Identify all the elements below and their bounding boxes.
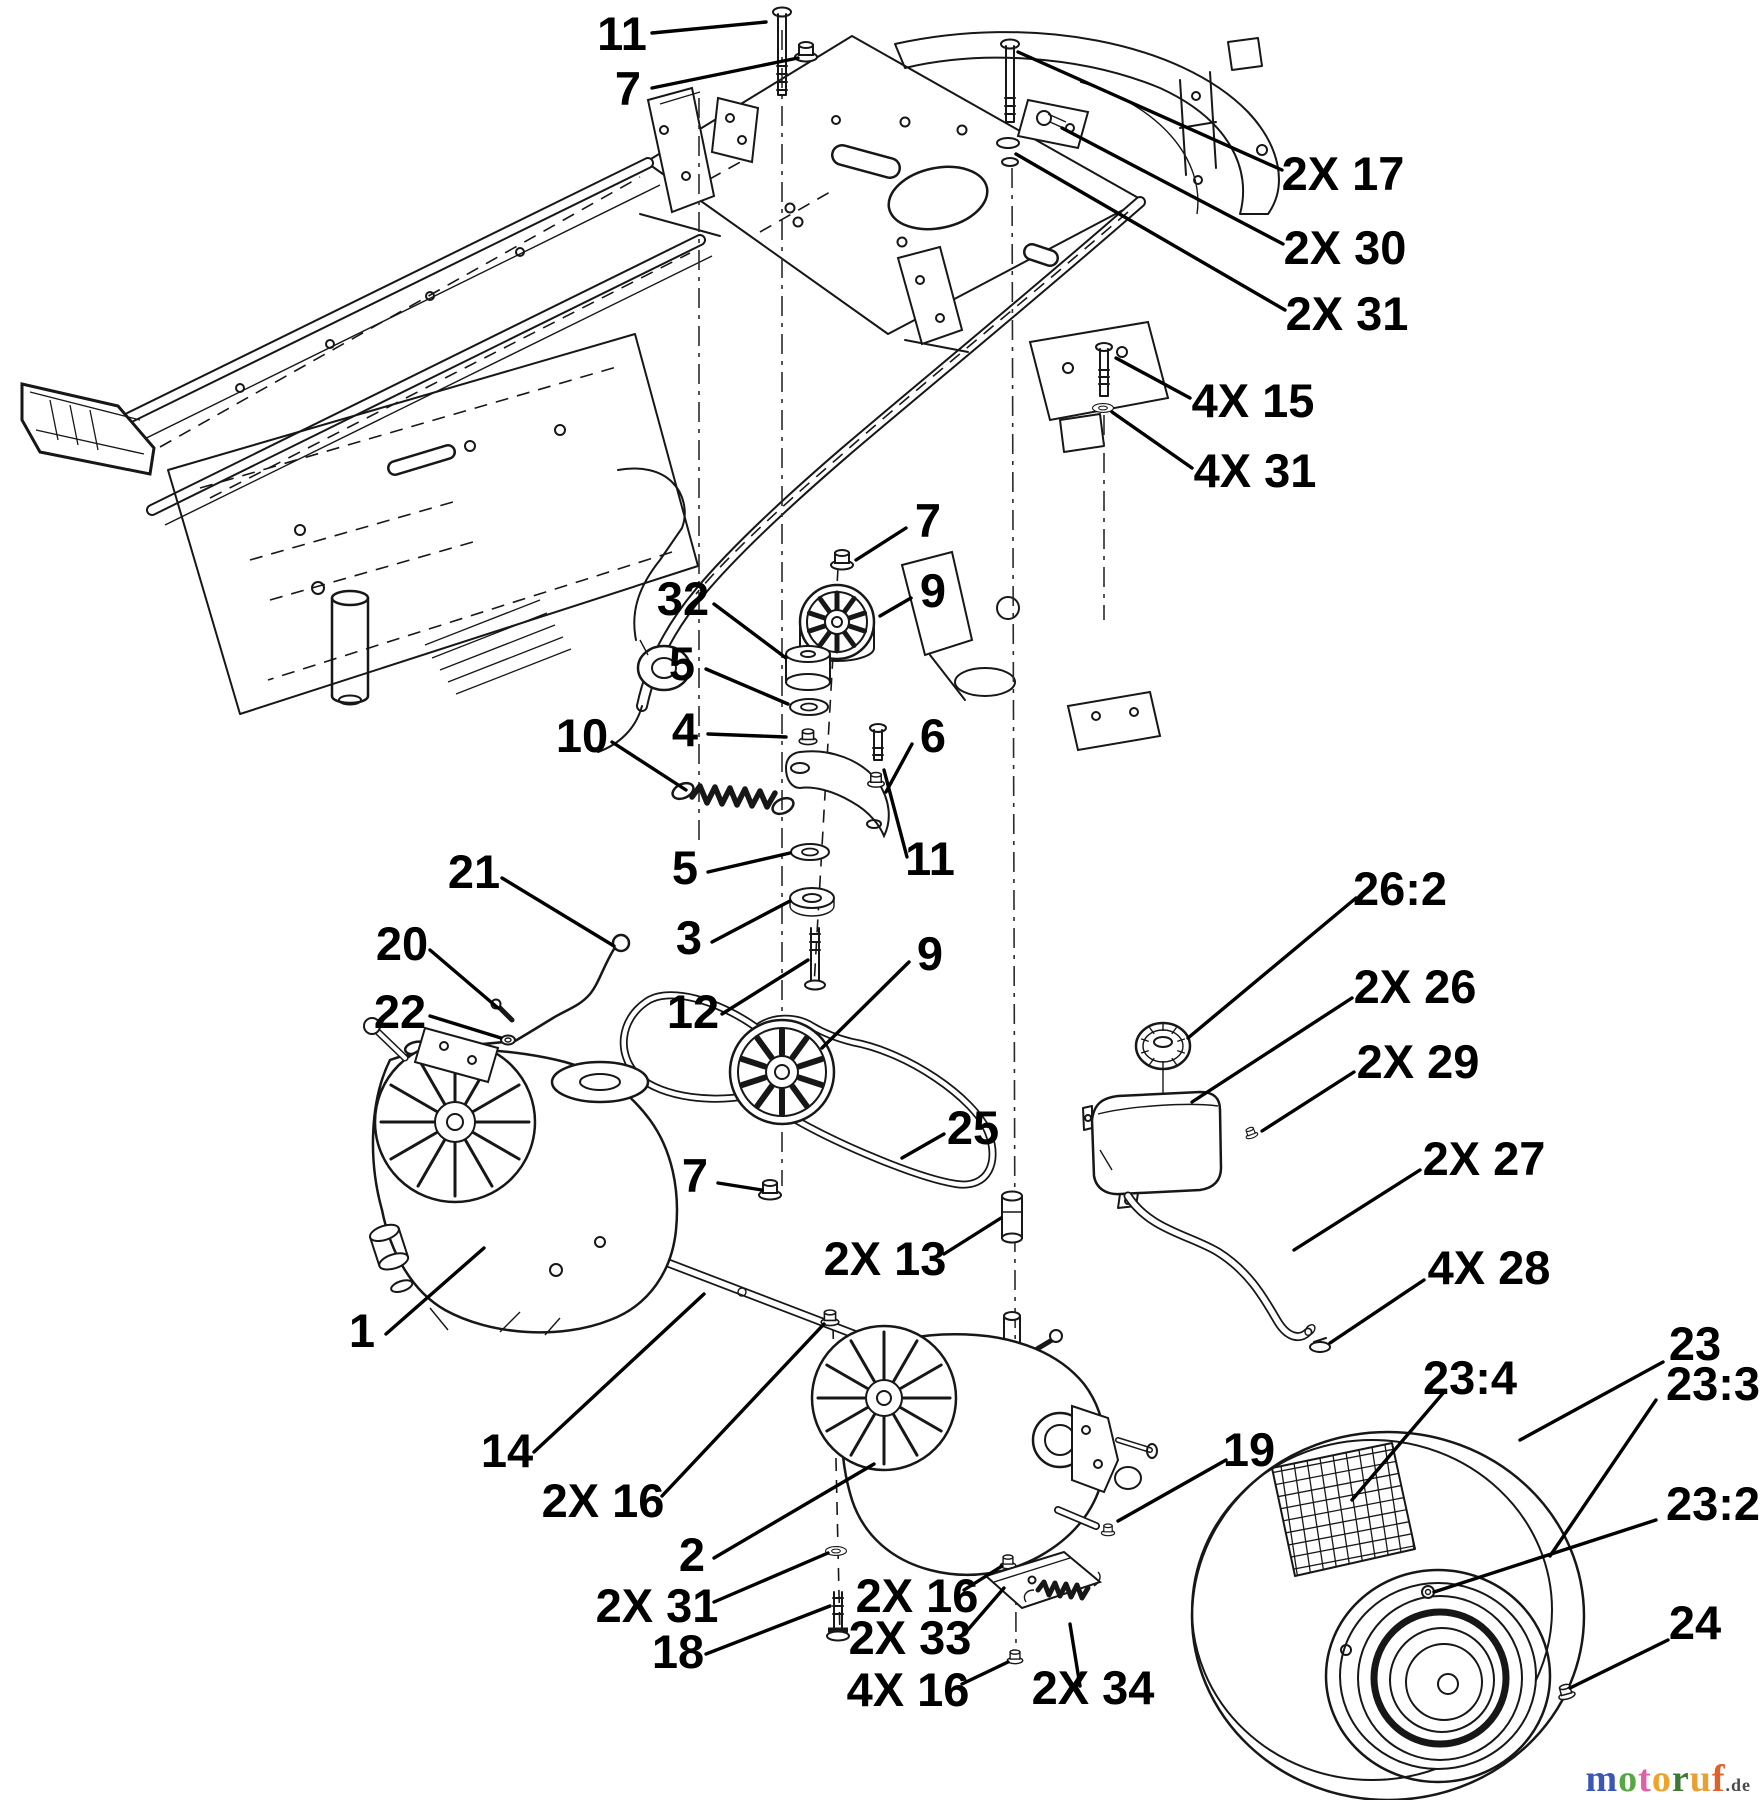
callout-4x28: 4X 28: [1427, 1241, 1551, 1294]
idler-arm-6: [786, 751, 889, 836]
callout-11-top: 11: [597, 7, 647, 60]
callout-2x34: 2X 34: [1031, 1661, 1155, 1714]
leader-2x31-low: [714, 1553, 828, 1602]
callout-2x17: 2X 17: [1281, 147, 1405, 200]
washer-22: [501, 1036, 515, 1045]
leader-4: [708, 734, 786, 737]
leader-18: [706, 1606, 830, 1654]
washer-3: [790, 888, 834, 916]
watermark-letter-4: r: [1671, 1758, 1690, 1800]
leader-2x13: [944, 1218, 1001, 1254]
bolt-11b: [868, 724, 886, 787]
callout-12: 12: [666, 985, 720, 1038]
callout-1: 1: [348, 1304, 376, 1357]
leader-4x28: [1330, 1280, 1424, 1343]
watermark-logo: [1586, 1760, 1751, 1798]
callout-2x13: 2X 13: [823, 1232, 947, 1285]
callout-7-top: 7: [614, 62, 642, 115]
callout-4x15: 4X 15: [1191, 374, 1315, 427]
front-angle-bracket: [22, 384, 154, 474]
latch-plate-30: [1018, 100, 1088, 148]
callout-2: 2: [678, 1528, 706, 1581]
callout-9-idler: 9: [919, 564, 947, 617]
spring-10: [670, 780, 796, 817]
leader-9-idler: [880, 598, 911, 616]
callout-4x31: 4X 31: [1193, 444, 1317, 497]
leader-7-low: [718, 1183, 762, 1190]
callout-9-belt: 9: [916, 927, 944, 980]
transaxle-left: [364, 1018, 677, 1335]
watermark-letter-0: m: [1585, 1758, 1619, 1800]
leader-2x31-top: [1016, 154, 1285, 310]
washer-5a: [790, 699, 828, 715]
belt-pulley-9b: [730, 1020, 834, 1124]
fitting-29: [1243, 1126, 1258, 1140]
leader-24: [1570, 1640, 1668, 1688]
leader-26-2: [1188, 898, 1356, 1038]
callout-2x30: 2X 30: [1283, 221, 1407, 274]
callout-25: 25: [946, 1101, 1000, 1154]
callout-10: 10: [555, 709, 609, 762]
spacer-13: [1002, 1192, 1022, 1243]
callout-7-low: 7: [681, 1149, 709, 1202]
spacer-32: [786, 646, 830, 690]
callout-2x26: 2X 26: [1353, 960, 1477, 1013]
leader-32: [714, 604, 786, 658]
leader-2: [714, 1464, 874, 1558]
callout-4x16: 4X 16: [846, 1663, 970, 1716]
bolt-18: [827, 1592, 849, 1641]
callout-4: 4: [671, 703, 699, 756]
nut-7a: [831, 550, 853, 570]
callout-26-2: 26:2: [1352, 862, 1448, 915]
callout-6: 6: [919, 709, 947, 762]
callout-22: 22: [373, 985, 427, 1038]
leader-20: [430, 950, 498, 1008]
callout-5-lower: 5: [671, 841, 699, 894]
watermark-letter-3: o: [1651, 1758, 1672, 1800]
watermark-letter-1: o: [1618, 1758, 1639, 1800]
leader-25: [902, 1134, 944, 1158]
callout-2x31-top: 2X 31: [1285, 287, 1409, 340]
washer-5b: [791, 844, 829, 860]
cooling-fan-right: [812, 1326, 956, 1470]
callout-2x33: 2X 33: [848, 1611, 972, 1664]
leader-2x16-left: [662, 1324, 824, 1496]
callout-2x29: 2X 29: [1356, 1035, 1480, 1088]
wheel-group: [1192, 1422, 1584, 1800]
leader-7-idler: [856, 528, 906, 560]
leader-9-belt: [822, 962, 909, 1048]
leader-2x29: [1262, 1072, 1354, 1131]
callout-2x16-left: 2X 16: [541, 1474, 665, 1527]
leader-23-3: [1550, 1400, 1656, 1556]
callout-11-mid: 11: [905, 832, 955, 885]
watermark-text: [1586, 1758, 1726, 1800]
callout-19: 19: [1222, 1423, 1276, 1476]
leader-2x30: [1062, 128, 1283, 244]
callout-5-upper: 5: [668, 637, 696, 690]
leader-11-top: [652, 22, 766, 33]
callout-32: 32: [656, 572, 710, 625]
frame-assembly: [22, 32, 1279, 752]
frame-post-tube: [312, 582, 368, 705]
callout-23: 23: [1668, 1317, 1722, 1370]
callout-7-idler: 7: [914, 494, 942, 547]
callout-21: 21: [447, 845, 501, 898]
leader-6: [886, 744, 912, 792]
nut-4: [799, 729, 817, 745]
callout-2x31-low: 2X 31: [595, 1579, 719, 1632]
callout-23-3: 23:3: [1665, 1357, 1761, 1410]
washer-31d: [1093, 404, 1114, 413]
callout-23-2: 23:2: [1665, 1477, 1761, 1530]
hose-27: [1128, 1196, 1317, 1337]
watermark-letter-5: u: [1689, 1758, 1712, 1800]
leader-5-upper: [706, 669, 788, 704]
callout-2x27: 2X 27: [1422, 1132, 1546, 1185]
expansion-tank-group: [1083, 1023, 1330, 1352]
watermark-letter-6: f: [1711, 1758, 1726, 1800]
screw-20: [492, 1000, 513, 1021]
tank-cap-26-2: [1136, 1023, 1190, 1094]
watermark-letter-2: t: [1638, 1758, 1652, 1800]
tank-body: [1083, 1092, 1221, 1208]
callout-20: 20: [375, 917, 429, 970]
leader-23: [1520, 1362, 1663, 1440]
watermark-suffix: .de: [1725, 1775, 1751, 1795]
leader-5-lower: [708, 853, 790, 872]
callout-23-4: 23:4: [1422, 1351, 1518, 1404]
leader-4x31: [1112, 412, 1192, 468]
leader-3: [712, 901, 790, 942]
leader-21: [502, 878, 614, 946]
callout-18: 18: [651, 1625, 705, 1678]
rear-frame-hoop: [895, 32, 1279, 214]
callout-3: 3: [675, 911, 703, 964]
callout-14: 14: [480, 1424, 534, 1477]
callout-2x16-right: 2X 16: [855, 1569, 979, 1622]
leader-2x27: [1294, 1170, 1420, 1250]
idler-stack: [404, 550, 889, 1056]
callout-24: 24: [1668, 1596, 1722, 1649]
floor-pan: [168, 334, 698, 714]
frame-brackets: [640, 88, 1168, 750]
leader-12: [722, 960, 808, 1014]
hose-clamp-28: [1310, 1338, 1330, 1352]
